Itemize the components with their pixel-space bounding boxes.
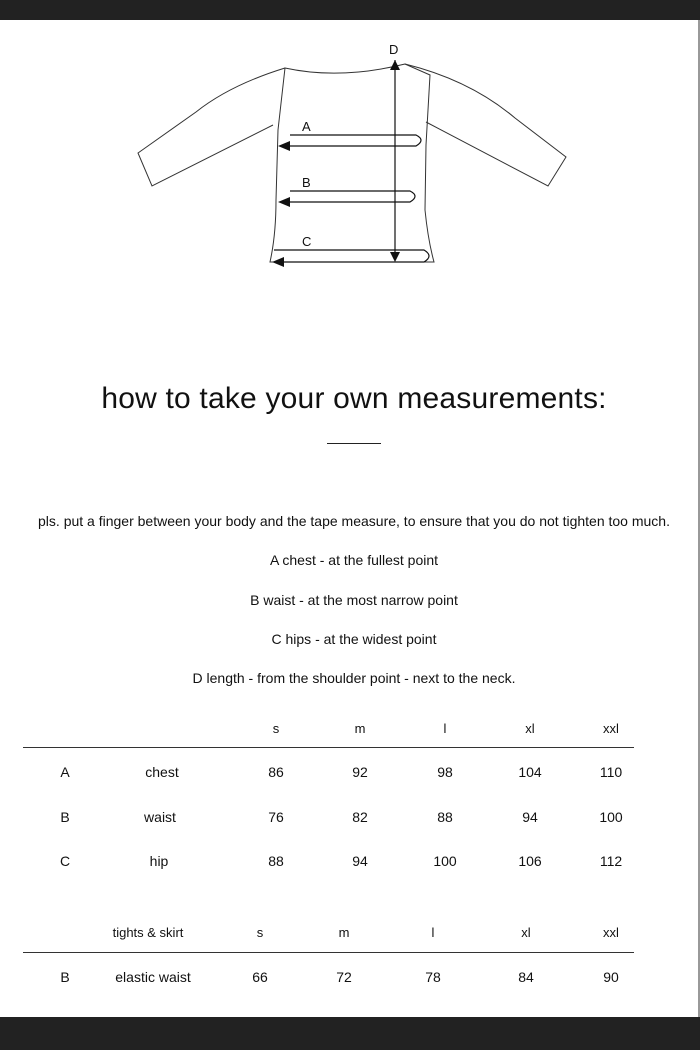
- table-cell: 76: [268, 809, 284, 825]
- instruction-length: D length - from the shoulder point - next to the neck.: [192, 670, 516, 686]
- instruction-hips: C hips - at the widest point: [271, 631, 437, 647]
- tights-header-rule: [23, 952, 634, 953]
- row-code: B: [60, 969, 70, 985]
- tights-table-title: tights & skirt: [112, 925, 184, 940]
- sweater-outline: [138, 64, 566, 262]
- diagram-label-b: B: [302, 175, 311, 190]
- row-name: hip: [149, 853, 169, 869]
- table-cell: 112: [599, 853, 623, 869]
- arrow-c-icon: [272, 257, 284, 267]
- size-header-m: m: [354, 721, 366, 736]
- arrow-d-bottom-icon: [390, 252, 400, 262]
- row-code: A: [60, 764, 70, 780]
- table-cell: 90: [603, 969, 619, 985]
- arrow-a-icon: [278, 141, 290, 151]
- bottom-bar: [0, 1017, 700, 1050]
- table-cell: 94: [522, 809, 538, 825]
- size-header-xxl: xxl: [603, 721, 619, 736]
- size-header-l: l: [431, 925, 435, 940]
- table-cell: 110: [599, 764, 623, 780]
- size-header-m: m: [338, 925, 350, 940]
- table-cell: 100: [433, 853, 457, 869]
- page-title: how to take your own measurements:: [101, 382, 607, 415]
- table-cell: 94: [352, 853, 368, 869]
- garment-diagram: [120, 38, 580, 273]
- instruction-intro: pls. put a finger between your body and the tape measure, to ensure that you do not tighten too much.: [38, 513, 670, 529]
- title-divider: [327, 443, 381, 444]
- top-bar: [0, 0, 700, 20]
- table-cell: 82: [352, 809, 368, 825]
- row-code: B: [60, 809, 70, 825]
- table-cell: 84: [518, 969, 534, 985]
- table-cell: 86: [268, 764, 284, 780]
- row-name: chest: [145, 764, 179, 780]
- table-cell: 104: [518, 764, 542, 780]
- instruction-waist: B waist - at the most narrow point: [250, 592, 458, 608]
- arrow-b-icon: [278, 197, 290, 207]
- table-cell: 88: [437, 809, 453, 825]
- size-header-xl: xl: [525, 721, 535, 736]
- arrow-d-top-icon: [390, 60, 400, 70]
- table-cell: 72: [336, 969, 352, 985]
- table-cell: 66: [252, 969, 268, 985]
- row-name: elastic waist: [115, 969, 191, 985]
- table-cell: 106: [518, 853, 542, 869]
- arrow-heads: [272, 60, 400, 267]
- table-cell: 98: [437, 764, 453, 780]
- instruction-chest: A chest - at the fullest point: [269, 552, 439, 568]
- table-header-rule: [23, 747, 634, 748]
- diagram-label-c: C: [302, 234, 312, 249]
- diagram-label-a: A: [302, 119, 311, 134]
- row-name: waist: [144, 809, 176, 825]
- size-header-l: l: [443, 721, 447, 736]
- size-header-s: s: [272, 721, 280, 736]
- diagram-label-d: D: [389, 42, 399, 57]
- measure-lines: [274, 60, 429, 262]
- table-cell: 88: [268, 853, 284, 869]
- size-header-xl: xl: [521, 925, 531, 940]
- size-header-s: s: [256, 925, 264, 940]
- table-cell: 92: [352, 764, 368, 780]
- size-header-xxl: xxl: [603, 925, 619, 940]
- row-code: C: [59, 853, 71, 869]
- table-cell: 78: [425, 969, 441, 985]
- table-cell: 100: [599, 809, 623, 825]
